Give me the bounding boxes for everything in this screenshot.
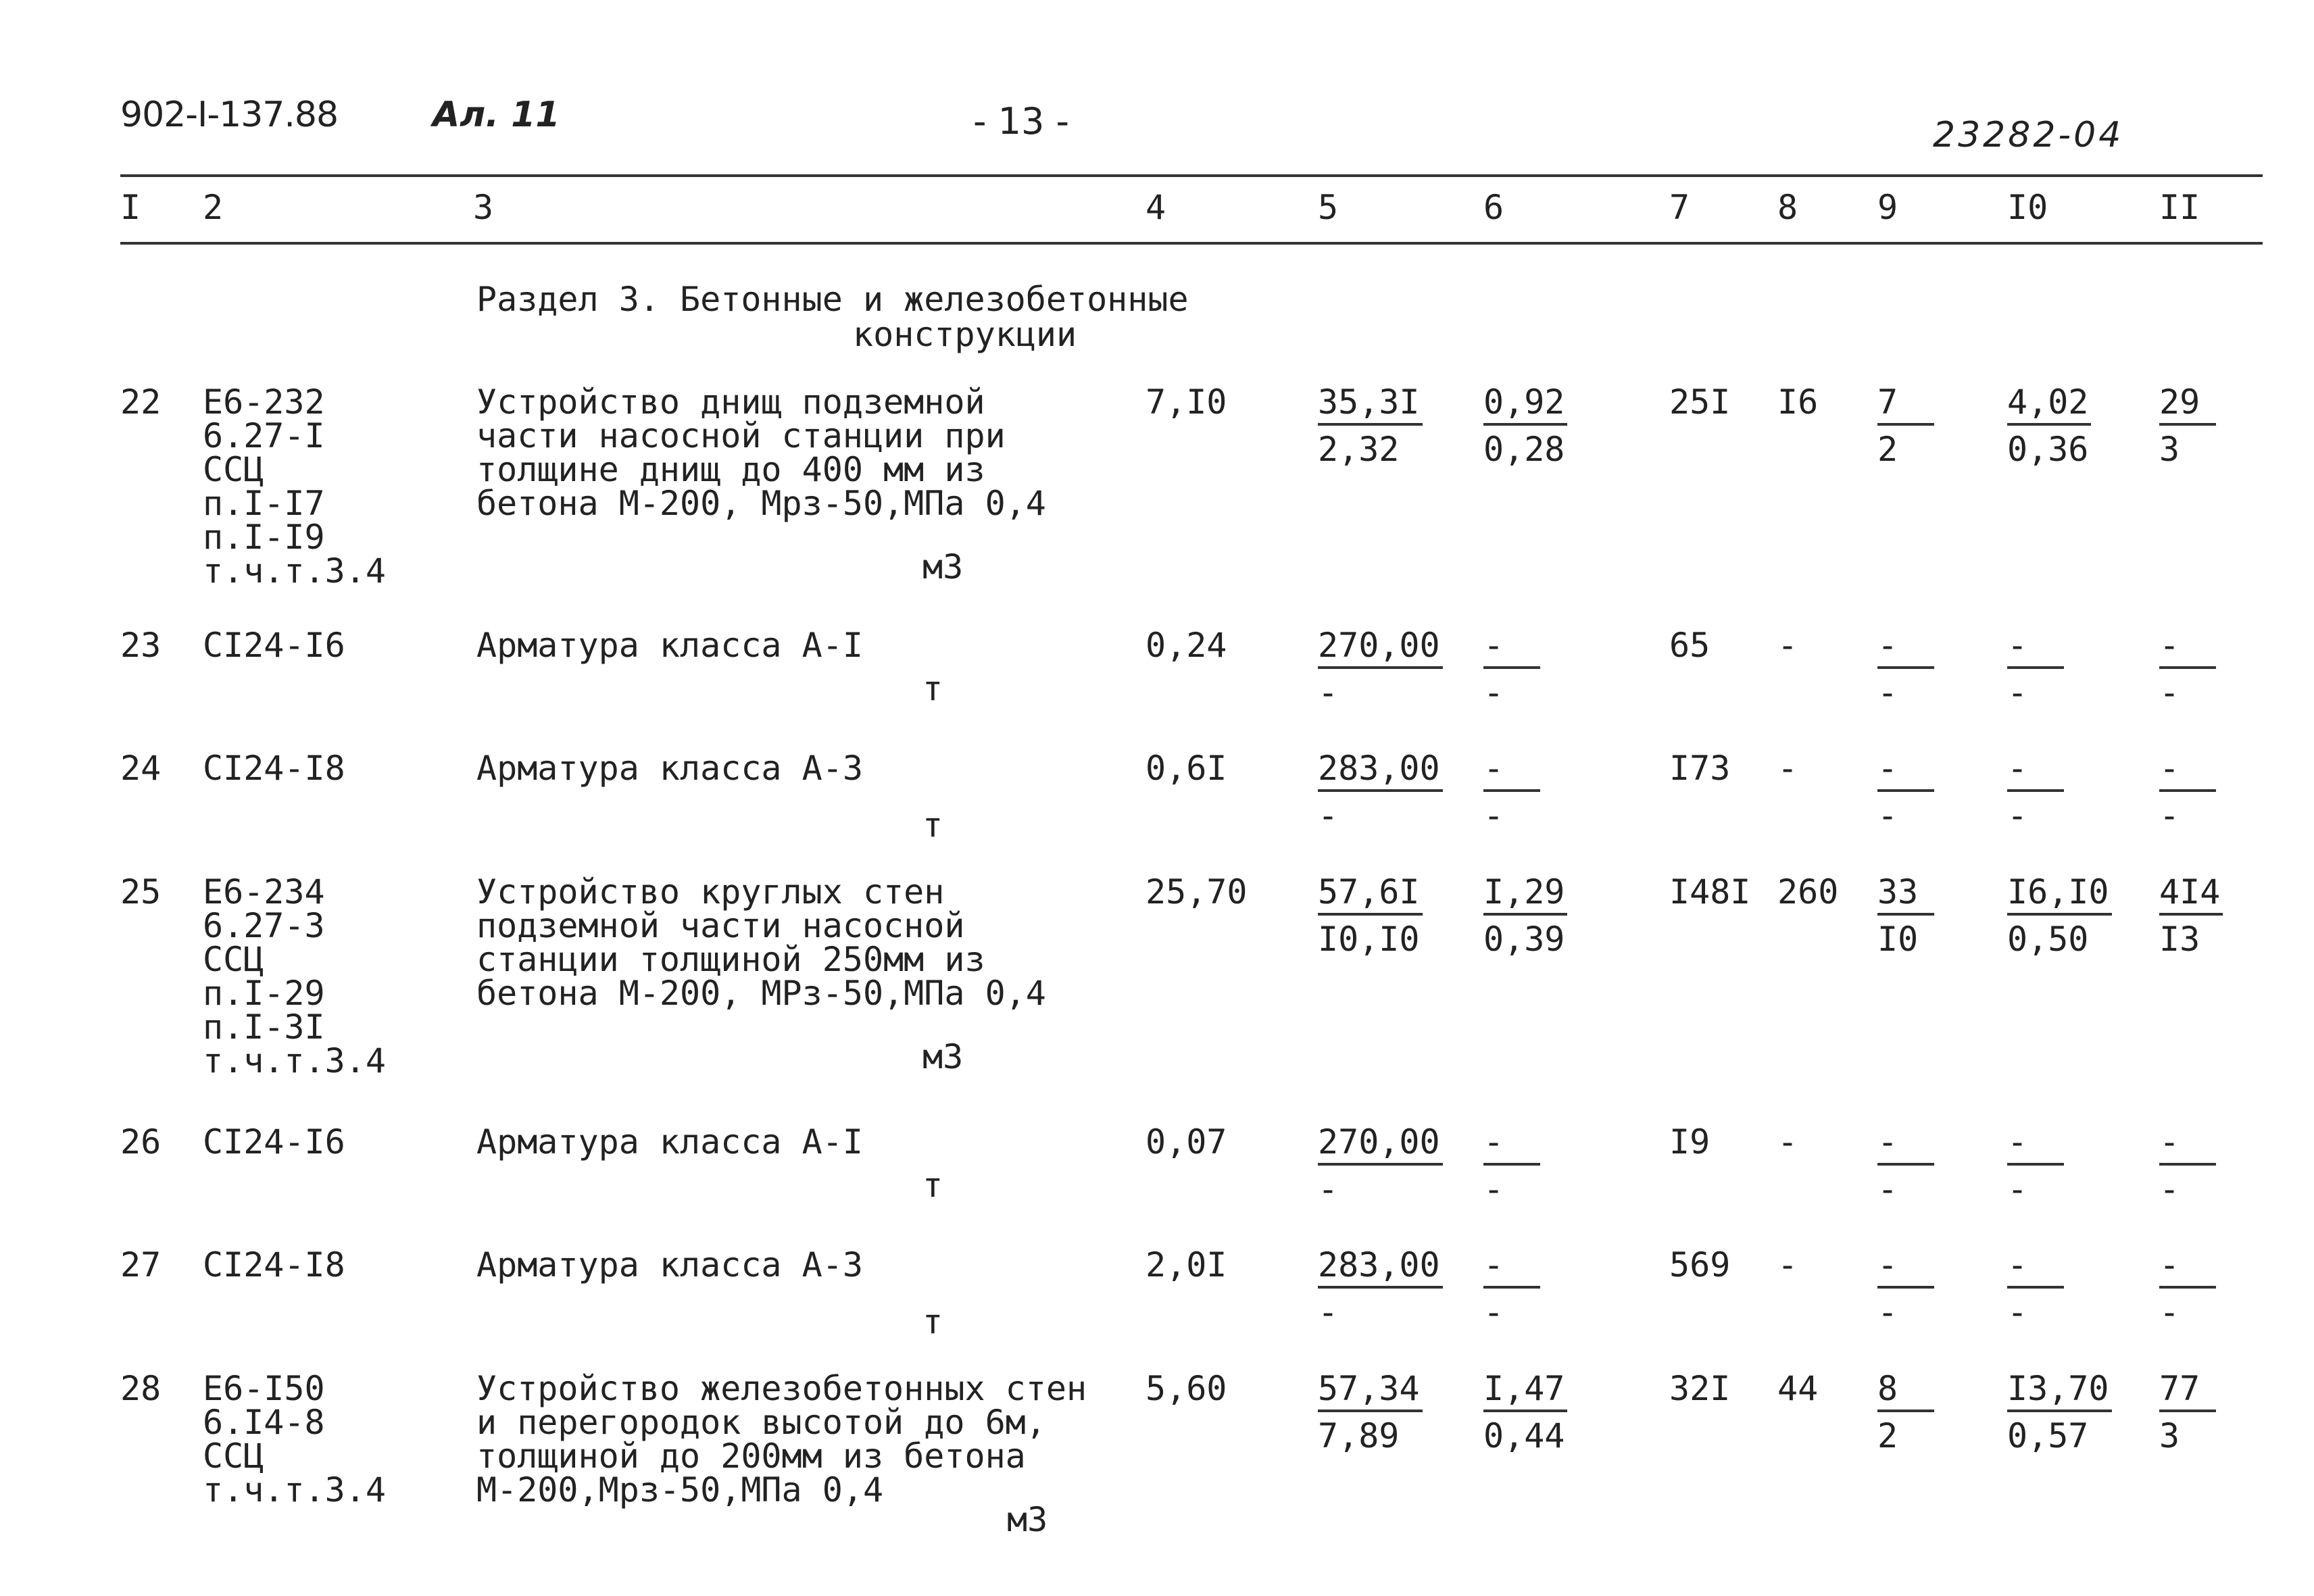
machine-cost bbox=[1483, 382, 1567, 469]
labor-unit bbox=[2007, 382, 2091, 469]
labor-total-numerator: - bbox=[2159, 1248, 2216, 1289]
machine-cost-numerator: I,29 bbox=[1483, 875, 1567, 916]
total-cost: I48I bbox=[1669, 872, 1751, 912]
column-number: 8 bbox=[1777, 188, 1798, 227]
norm-code: СI24-I8 bbox=[203, 749, 345, 788]
machine-total bbox=[1877, 749, 1934, 835]
machine-total-numerator: - bbox=[1877, 1125, 1934, 1166]
labor-unit-numerator: 4,02 bbox=[2007, 385, 2091, 426]
unit-cost-denominator: - bbox=[1318, 1293, 1339, 1332]
page-number: - 13 - bbox=[973, 100, 1070, 143]
machine-total-denominator: - bbox=[1877, 1293, 1898, 1332]
machine-total-numerator: - bbox=[1877, 751, 1934, 792]
machine-cost-numerator: - bbox=[1483, 628, 1540, 669]
unit-of-measure: т bbox=[922, 805, 943, 845]
machine-cost-denominator: - bbox=[1483, 1293, 1504, 1332]
total-cost: 25I bbox=[1669, 382, 1731, 422]
labor-total-numerator: 77 bbox=[2159, 1372, 2216, 1412]
labor-unit-denominator: 0,36 bbox=[2007, 430, 2089, 469]
norm-code: Е6-234 6.27-3 ССЦ п.I-29 п.I-3I т.ч.т.3.4 bbox=[203, 872, 386, 1080]
labor-total-denominator: - bbox=[2159, 796, 2180, 835]
labor-total bbox=[2159, 1122, 2216, 1209]
column-number: 3 bbox=[473, 188, 494, 227]
row-number: 24 bbox=[120, 749, 162, 788]
labor-unit-denominator: - bbox=[2007, 673, 2028, 712]
labor-total-numerator: - bbox=[2159, 1125, 2216, 1166]
wage-cost: I6 bbox=[1777, 382, 1819, 422]
machine-total-denominator: 2 bbox=[1877, 1416, 1898, 1455]
wage-cost: - bbox=[1777, 1245, 1798, 1285]
wage-cost: - bbox=[1777, 749, 1798, 788]
labor-total-denominator: - bbox=[2159, 1170, 2180, 1209]
machine-cost-denominator: - bbox=[1483, 1170, 1504, 1209]
unit-cost-numerator: 57,6I bbox=[1318, 875, 1423, 916]
labor-unit-numerator: I3,70 bbox=[2007, 1372, 2112, 1412]
machine-total bbox=[1877, 382, 1934, 469]
column-number: I0 bbox=[2007, 188, 2048, 227]
machine-cost bbox=[1483, 626, 1540, 712]
labor-unit-numerator: - bbox=[2007, 1125, 2064, 1166]
labor-unit-numerator: - bbox=[2007, 628, 2064, 669]
work-description: Устройство железобетонных стен и перегородок высотой до 6м, толщиной до 200мм из бетона М-200,Мрз-50,МПа 0,4 bbox=[476, 1369, 1087, 1510]
labor-total-numerator: - bbox=[2159, 628, 2216, 669]
inventory-code: 23282-04 bbox=[1933, 115, 2124, 155]
unit-cost bbox=[1318, 382, 1423, 469]
unit-cost bbox=[1318, 626, 1443, 712]
labor-total-numerator: - bbox=[2159, 751, 2216, 792]
column-number: II bbox=[2159, 188, 2200, 227]
labor-total bbox=[2159, 1369, 2216, 1455]
unit-cost-denominator: - bbox=[1318, 1170, 1339, 1209]
machine-cost-denominator: 0,28 bbox=[1483, 430, 1565, 469]
machine-cost-numerator: - bbox=[1483, 751, 1540, 792]
column-number: I bbox=[120, 188, 141, 227]
unit-cost-numerator: 283,00 bbox=[1318, 1248, 1443, 1289]
quantity: 25,70 bbox=[1146, 872, 1248, 912]
unit-of-measure: м3 bbox=[1007, 1500, 1048, 1539]
labor-total-denominator: 3 bbox=[2159, 430, 2180, 469]
norm-code: Е6-I50 6.I4-8 ССЦ т.ч.т.3.4 bbox=[203, 1369, 386, 1510]
unit-of-measure: т bbox=[922, 1302, 943, 1341]
machine-total bbox=[1877, 626, 1934, 712]
machine-total-denominator: I0 bbox=[1877, 920, 1919, 959]
machine-total bbox=[1877, 872, 1934, 959]
labor-total-denominator: - bbox=[2159, 1293, 2180, 1332]
unit-cost bbox=[1318, 749, 1443, 835]
row-number: 23 bbox=[120, 626, 162, 665]
total-cost: I9 bbox=[1669, 1122, 1710, 1162]
unit-cost bbox=[1318, 1122, 1443, 1209]
machine-cost bbox=[1483, 749, 1540, 835]
wage-cost: 44 bbox=[1777, 1369, 1819, 1408]
unit-cost-denominator: I0,I0 bbox=[1318, 920, 1420, 959]
machine-cost bbox=[1483, 872, 1567, 959]
labor-unit-denominator: - bbox=[2007, 796, 2028, 835]
row-number: 27 bbox=[120, 1245, 162, 1285]
quantity: 2,0I bbox=[1146, 1245, 1227, 1285]
labor-total-numerator: 4I4 bbox=[2159, 875, 2223, 916]
doc-code: 902-I-137.88 bbox=[120, 95, 339, 135]
row-number: 26 bbox=[120, 1122, 162, 1162]
machine-cost-denominator: - bbox=[1483, 796, 1504, 835]
column-number: 6 bbox=[1483, 188, 1504, 227]
quantity: 0,24 bbox=[1146, 626, 1227, 665]
machine-total-numerator: - bbox=[1877, 1248, 1934, 1289]
labor-unit-denominator: 0,57 bbox=[2007, 1416, 2089, 1455]
norm-code: СI24-I8 bbox=[203, 1245, 345, 1285]
unit-of-measure: м3 bbox=[922, 547, 964, 587]
machine-total-numerator: 7 bbox=[1877, 385, 1934, 426]
quantity: 7,I0 bbox=[1146, 382, 1227, 422]
labor-unit bbox=[2007, 1369, 2112, 1455]
labor-unit-numerator: - bbox=[2007, 1248, 2064, 1289]
section-title-line-2: конструкции bbox=[853, 315, 1077, 354]
labor-unit bbox=[2007, 872, 2112, 959]
machine-cost-numerator: - bbox=[1483, 1248, 1540, 1289]
machine-total-denominator: 2 bbox=[1877, 430, 1898, 469]
machine-cost bbox=[1483, 1245, 1540, 1332]
labor-unit bbox=[2007, 1245, 2064, 1332]
total-cost: 65 bbox=[1669, 626, 1710, 665]
row-number: 22 bbox=[120, 382, 162, 422]
unit-cost bbox=[1318, 1245, 1443, 1332]
work-description: Устройство днищ подземной части насосной станции при толщине днищ до 400 мм из бетона М-200, Мрз-50,МПа 0,4 bbox=[476, 382, 1046, 523]
machine-total bbox=[1877, 1369, 1934, 1455]
wage-cost: - bbox=[1777, 1122, 1798, 1162]
labor-unit-denominator: 0,50 bbox=[2007, 920, 2089, 959]
work-description: Арматура класса А-I bbox=[476, 626, 863, 665]
column-number: 7 bbox=[1669, 188, 1690, 227]
row-number: 28 bbox=[120, 1369, 162, 1408]
total-cost: 569 bbox=[1669, 1245, 1731, 1285]
work-description: Арматура класса А-I bbox=[476, 1122, 863, 1162]
machine-total bbox=[1877, 1122, 1934, 1209]
machine-cost-denominator: 0,39 bbox=[1483, 920, 1565, 959]
total-cost: I73 bbox=[1669, 749, 1731, 788]
machine-total-numerator: 8 bbox=[1877, 1372, 1934, 1412]
labor-total bbox=[2159, 1245, 2216, 1332]
machine-total bbox=[1877, 1245, 1934, 1332]
unit-of-measure: м3 bbox=[922, 1037, 964, 1076]
wage-cost: - bbox=[1777, 626, 1798, 665]
sheet-label: Ал. 11 bbox=[433, 95, 560, 135]
work-description: Устройство круглых стен подземной части насосной станции толщиной 250мм из бетона М-200, МРз-50,МПа 0,4 bbox=[476, 872, 1046, 1013]
machine-total-denominator: - bbox=[1877, 796, 1898, 835]
column-number: 9 bbox=[1877, 188, 1898, 227]
column-number: 5 bbox=[1318, 188, 1339, 227]
unit-cost-denominator: 7,89 bbox=[1318, 1416, 1400, 1455]
unit-cost-denominator: - bbox=[1318, 796, 1339, 835]
machine-total-numerator: 33 bbox=[1877, 875, 1934, 916]
labor-unit-denominator: - bbox=[2007, 1170, 2028, 1209]
machine-total-numerator: - bbox=[1877, 628, 1934, 669]
section-title-line-1: Раздел 3. Бетонные и железобетонные bbox=[476, 280, 1189, 319]
quantity: 0,07 bbox=[1146, 1122, 1227, 1162]
unit-cost-numerator: 57,34 bbox=[1318, 1372, 1423, 1412]
quantity: 5,60 bbox=[1146, 1369, 1227, 1408]
labor-total bbox=[2159, 872, 2223, 959]
column-number: 4 bbox=[1146, 188, 1166, 227]
work-description: Арматура класса А-3 bbox=[476, 749, 863, 788]
machine-cost-numerator: - bbox=[1483, 1125, 1540, 1166]
quantity: 0,6I bbox=[1146, 749, 1227, 788]
labor-total-denominator: 3 bbox=[2159, 1416, 2180, 1455]
table-top-rule bbox=[120, 174, 2263, 177]
labor-total-numerator: 29 bbox=[2159, 385, 2216, 426]
norm-code: СI24-I6 bbox=[203, 1122, 345, 1162]
machine-cost-numerator: 0,92 bbox=[1483, 385, 1567, 426]
norm-code: Е6-232 6.27-I ССЦ п.I-I7 п.I-I9 т.ч.т.3.4 bbox=[203, 382, 386, 591]
unit-cost-numerator: 270,00 bbox=[1318, 628, 1443, 669]
unit-cost-denominator: - bbox=[1318, 673, 1339, 712]
machine-cost-denominator: - bbox=[1483, 673, 1504, 712]
unit-cost-denominator: 2,32 bbox=[1318, 430, 1400, 469]
labor-total-denominator: I3 bbox=[2159, 920, 2200, 959]
machine-total-denominator: - bbox=[1877, 673, 1898, 712]
labor-total bbox=[2159, 626, 2216, 712]
labor-total bbox=[2159, 749, 2216, 835]
unit-cost-numerator: 270,00 bbox=[1318, 1125, 1443, 1166]
machine-cost-numerator: I,47 bbox=[1483, 1372, 1567, 1412]
machine-cost bbox=[1483, 1369, 1567, 1455]
unit-of-measure: т bbox=[922, 669, 943, 708]
machine-cost-denominator: 0,44 bbox=[1483, 1416, 1565, 1455]
unit-cost bbox=[1318, 1369, 1423, 1455]
unit-cost-numerator: 35,3I bbox=[1318, 385, 1423, 426]
total-cost: 32I bbox=[1669, 1369, 1731, 1408]
unit-of-measure: т bbox=[922, 1166, 943, 1205]
unit-cost bbox=[1318, 872, 1423, 959]
labor-total bbox=[2159, 382, 2216, 469]
work-description: Арматура класса А-3 bbox=[476, 1245, 863, 1285]
labor-unit bbox=[2007, 749, 2064, 835]
labor-unit bbox=[2007, 1122, 2064, 1209]
table-header-rule bbox=[120, 242, 2263, 245]
labor-unit-denominator: - bbox=[2007, 1293, 2028, 1332]
row-number: 25 bbox=[120, 872, 162, 912]
machine-cost bbox=[1483, 1122, 1540, 1209]
column-number: 2 bbox=[203, 188, 224, 227]
labor-total-denominator: - bbox=[2159, 673, 2180, 712]
wage-cost: 260 bbox=[1777, 872, 1839, 912]
labor-unit-numerator: - bbox=[2007, 751, 2064, 792]
labor-unit-numerator: I6,I0 bbox=[2007, 875, 2112, 916]
unit-cost-numerator: 283,00 bbox=[1318, 751, 1443, 792]
labor-unit bbox=[2007, 626, 2064, 712]
norm-code: СI24-I6 bbox=[203, 626, 345, 665]
machine-total-denominator: - bbox=[1877, 1170, 1898, 1209]
